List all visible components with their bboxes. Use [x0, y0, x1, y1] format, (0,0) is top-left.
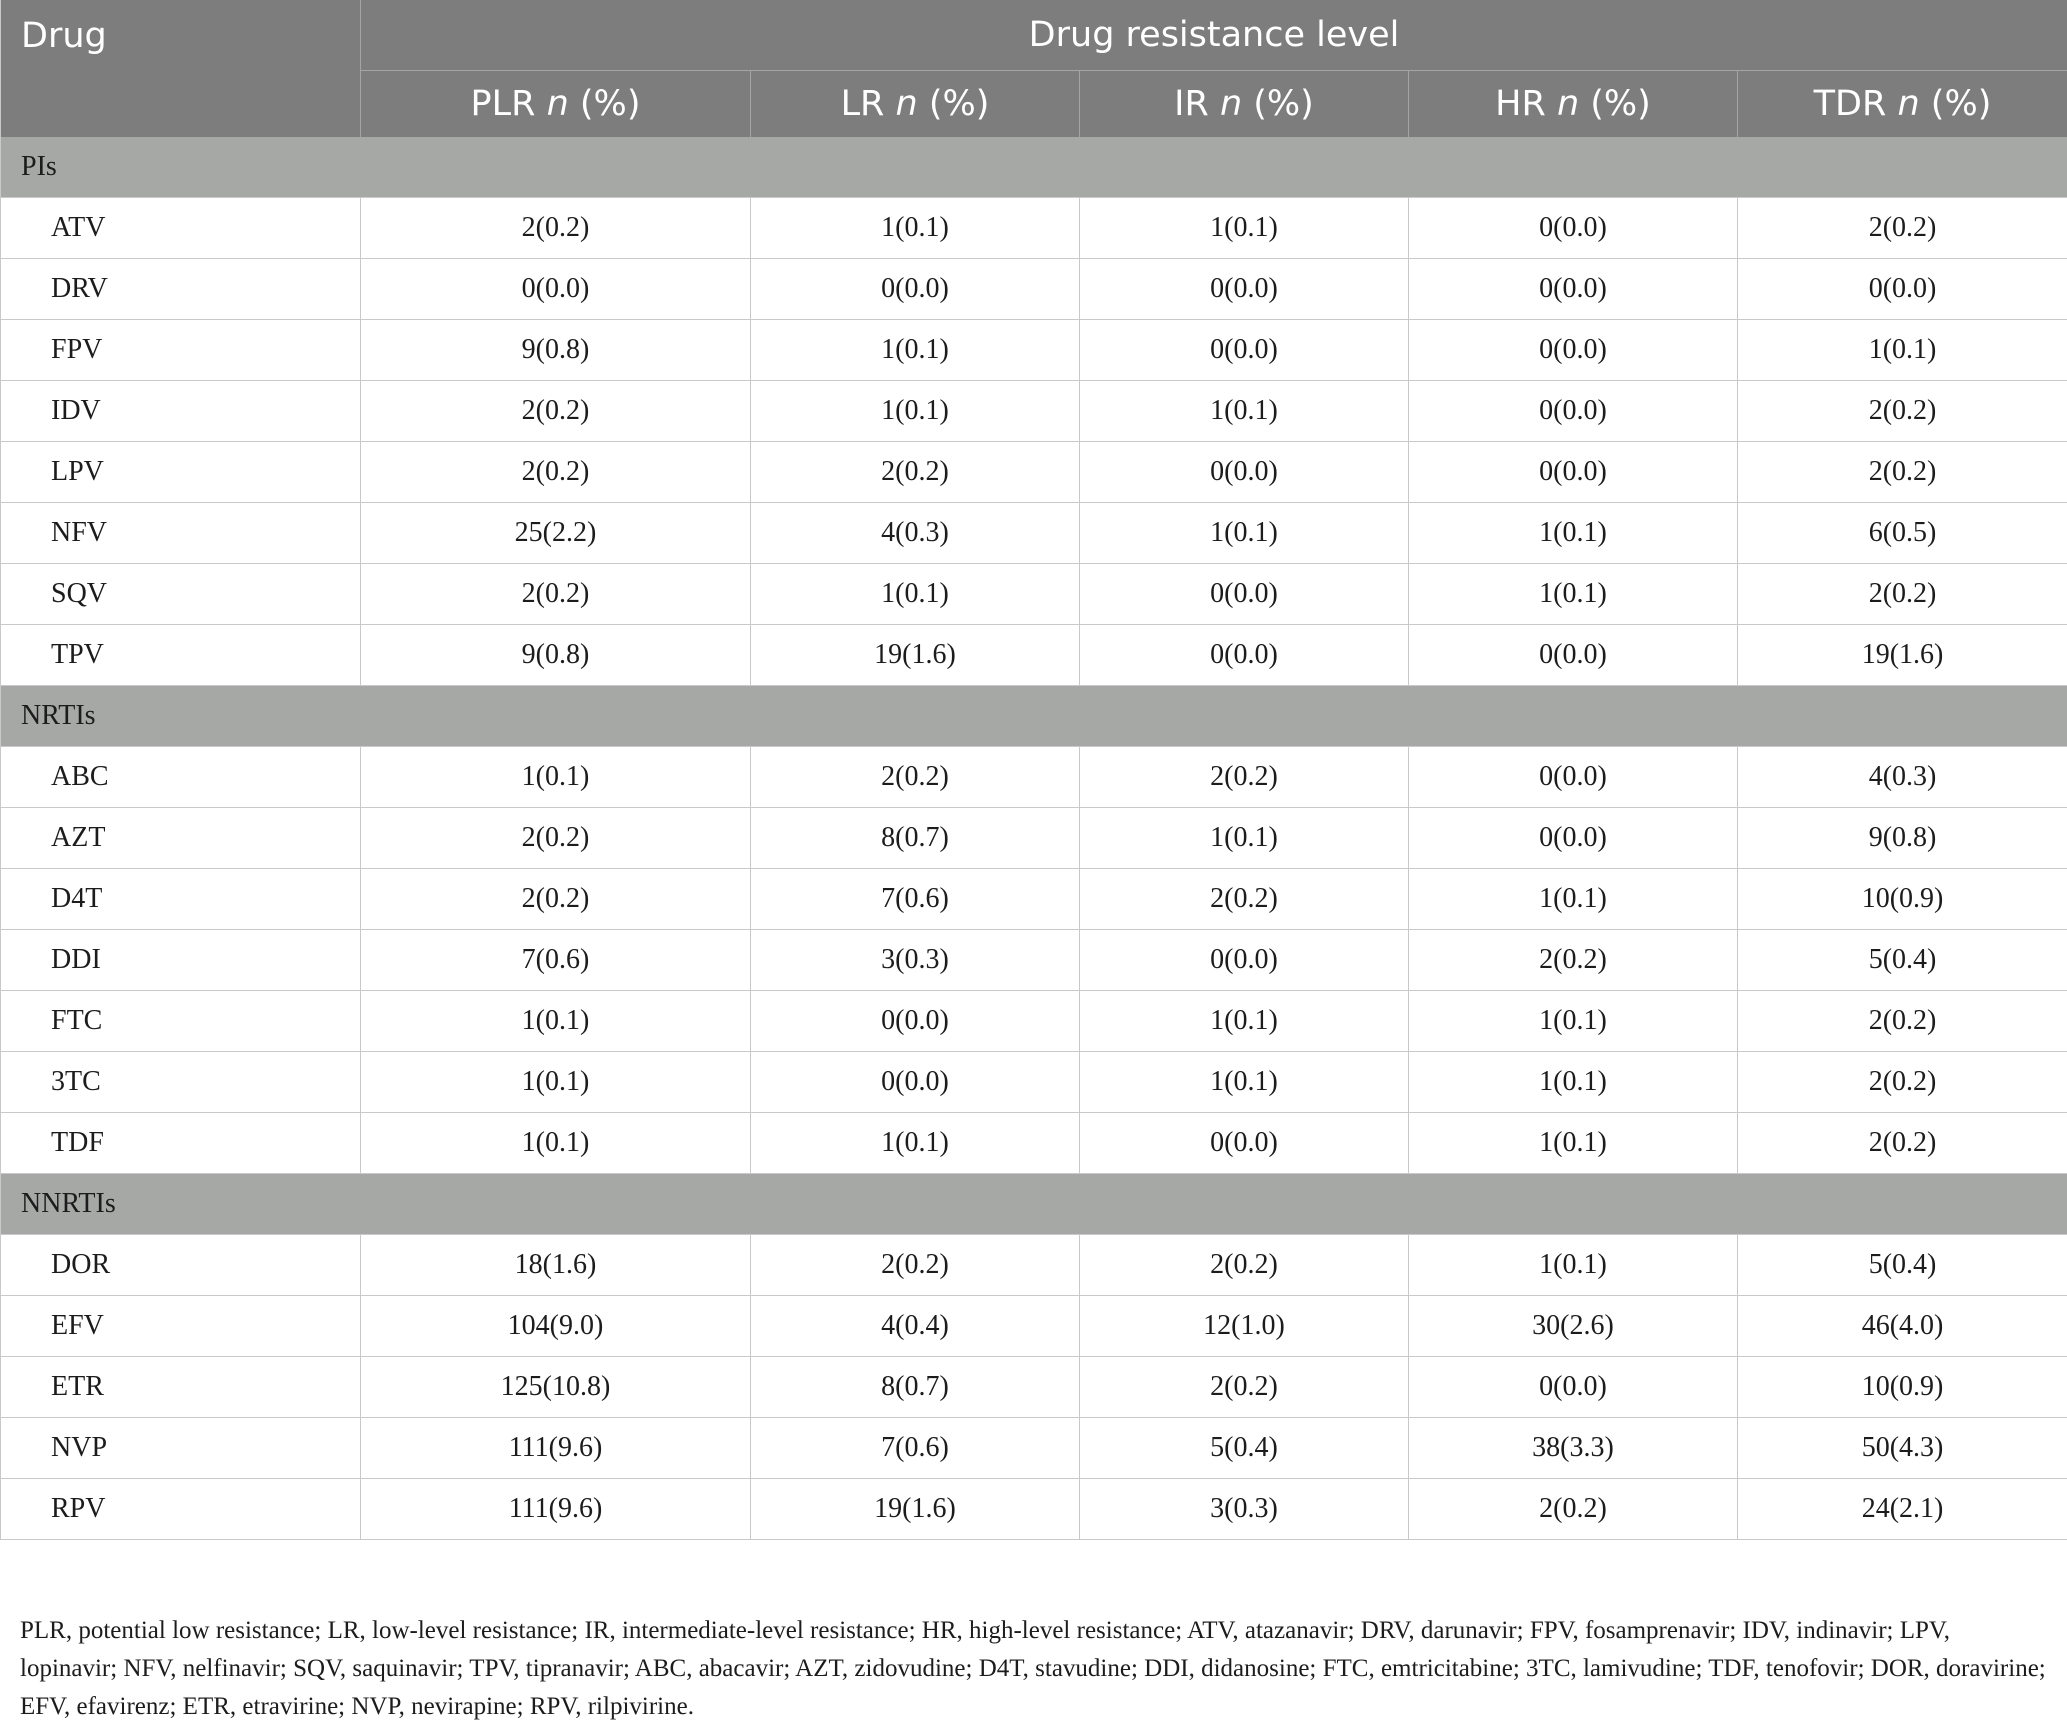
table-row [1, 381, 2067, 442]
value-cell-lr: 4(0.3) [751, 503, 1080, 564]
drug-name-cell: TDF [1, 1113, 361, 1174]
value-cell-ir: 0(0.0) [1080, 625, 1409, 686]
value-cell-plr: 9(0.8) [361, 625, 751, 686]
value-cell-lr: 2(0.2) [751, 747, 1080, 808]
table-row [1, 564, 2067, 625]
value-cell-ir: 1(0.1) [1080, 198, 1409, 259]
column-percent: (%) [579, 84, 641, 124]
column-percent: (%) [928, 84, 990, 124]
value-cell-tdr: 1(0.1) [1738, 320, 2067, 381]
value-cell-tdr: 10(0.9) [1738, 1357, 2067, 1418]
value-cell-lr: 7(0.6) [751, 869, 1080, 930]
value-cell-lr: 1(0.1) [751, 564, 1080, 625]
column-percent: (%) [1930, 84, 1992, 124]
column-abbr: TDR [1813, 84, 1887, 124]
value-cell-tdr: 5(0.4) [1738, 930, 2067, 991]
value-cell-tdr: 24(2.1) [1738, 1479, 2067, 1540]
table-footnote: PLR, potential low resistance; LR, low-level resistance; IR, intermediate-level resistance; HR, high-level resistance; ATV, atazanavir; DRV, darunavir; FPV, fosamprenavir; IDV, indinavir; LPV, lopinavir; NFV, nelfinavir; SQV, saquinavir; TPV, tipranavir; ABC, abacavir; AZT, zidovudine; D4T, stavudine; DDI, didanosine; FTC, emtricitabine; 3TC, lamivudine; TDF, tenofovir; DOR, doravirine; EFV, efavirenz; ETR, etravirine; NVP, nevirapine; RPV, rilpivirine. [20, 1617, 2046, 1720]
value-cell-hr: 0(0.0) [1409, 198, 1738, 259]
value-cell-plr: 111(9.6) [361, 1418, 751, 1479]
drug-name-cell: 3TC [1, 1052, 361, 1113]
value-cell-ir: 0(0.0) [1080, 564, 1409, 625]
value-cell-plr: 2(0.2) [361, 869, 751, 930]
value-cell-plr: 18(1.6) [361, 1235, 751, 1296]
value-cell-hr: 0(0.0) [1409, 320, 1738, 381]
value-cell-tdr: 46(4.0) [1738, 1296, 2067, 1357]
table-row [1, 747, 2067, 808]
table-row [1, 1113, 2067, 1174]
value-cell-tdr: 2(0.2) [1738, 991, 2067, 1052]
value-cell-tdr: 2(0.2) [1738, 564, 2067, 625]
value-cell-lr: 0(0.0) [751, 1052, 1080, 1113]
value-cell-hr: 0(0.0) [1409, 442, 1738, 503]
value-cell-ir: 0(0.0) [1080, 442, 1409, 503]
column-percent: (%) [1590, 84, 1651, 124]
drug-name-cell: D4T [1, 869, 361, 930]
value-cell-plr: 1(0.1) [361, 747, 751, 808]
drug-name-cell: EFV [1, 1296, 361, 1357]
value-cell-lr: 3(0.3) [751, 930, 1080, 991]
table-row [1, 1235, 2067, 1296]
value-cell-lr: 8(0.7) [751, 808, 1080, 869]
drug-name-cell: NFV [1, 503, 361, 564]
column-percent: (%) [1253, 84, 1314, 124]
value-cell-plr: 25(2.2) [361, 503, 751, 564]
value-cell-ir: 0(0.0) [1080, 259, 1409, 320]
drug-name-cell: LPV [1, 442, 361, 503]
table-row [1, 259, 2067, 320]
table-body [1, 137, 2067, 1540]
group-row-pis [1, 137, 2067, 198]
value-cell-ir: 0(0.0) [1080, 320, 1409, 381]
value-cell-tdr: 2(0.2) [1738, 442, 2067, 503]
column-n-symbol: n [1556, 84, 1580, 124]
drug-column-header: Drug [1, 0, 361, 137]
value-cell-tdr: 6(0.5) [1738, 503, 2067, 564]
drug-name-cell: DOR [1, 1235, 361, 1296]
group-row-nrtis [1, 686, 2067, 747]
table-row [1, 1296, 2067, 1357]
value-cell-plr: 1(0.1) [361, 1052, 751, 1113]
value-cell-hr: 0(0.0) [1409, 381, 1738, 442]
table-row [1, 625, 2067, 686]
value-cell-tdr: 0(0.0) [1738, 259, 2067, 320]
table-row [1, 198, 2067, 259]
value-cell-ir: 1(0.1) [1080, 1052, 1409, 1113]
group-row-nnrtis [1, 1174, 2067, 1235]
table-header [1, 0, 2067, 137]
value-cell-tdr: 10(0.9) [1738, 869, 2067, 930]
drug-name-cell: AZT [1, 808, 361, 869]
value-cell-plr: 2(0.2) [361, 808, 751, 869]
drug-name-cell: ATV [1, 198, 361, 259]
table-row [1, 1418, 2067, 1479]
value-cell-plr: 125(10.8) [361, 1357, 751, 1418]
value-cell-lr: 8(0.7) [751, 1357, 1080, 1418]
value-cell-lr: 0(0.0) [751, 259, 1080, 320]
value-cell-tdr: 50(4.3) [1738, 1418, 2067, 1479]
drug-name-cell: DRV [1, 259, 361, 320]
drug-name-cell: ETR [1, 1357, 361, 1418]
drug-name-cell: RPV [1, 1479, 361, 1540]
drug-name-cell: FTC [1, 991, 361, 1052]
drug-name-cell: TPV [1, 625, 361, 686]
value-cell-ir: 1(0.1) [1080, 808, 1409, 869]
drug-name-cell: ABC [1, 747, 361, 808]
value-cell-plr: 7(0.6) [361, 930, 751, 991]
table-row [1, 869, 2067, 930]
value-cell-ir: 2(0.2) [1080, 747, 1409, 808]
value-cell-hr: 1(0.1) [1409, 1235, 1738, 1296]
value-cell-ir: 2(0.2) [1080, 869, 1409, 930]
drug-name-cell: NVP [1, 1418, 361, 1479]
value-cell-plr: 104(9.0) [361, 1296, 751, 1357]
value-cell-hr: 2(0.2) [1409, 930, 1738, 991]
value-cell-lr: 0(0.0) [751, 991, 1080, 1052]
drug-name-cell: SQV [1, 564, 361, 625]
value-cell-plr: 2(0.2) [361, 198, 751, 259]
value-cell-plr: 2(0.2) [361, 442, 751, 503]
table-row [1, 442, 2067, 503]
table-row [1, 930, 2067, 991]
resistance-level-header: Drug resistance level [361, 0, 2067, 71]
value-cell-lr: 19(1.6) [751, 625, 1080, 686]
value-cell-tdr: 2(0.2) [1738, 1052, 2067, 1113]
value-cell-lr: 19(1.6) [751, 1479, 1080, 1540]
value-cell-ir: 1(0.1) [1080, 503, 1409, 564]
column-n-symbol: n [546, 84, 569, 124]
column-n-symbol: n [1897, 84, 1920, 124]
column-abbr: IR [1174, 84, 1209, 124]
value-cell-hr: 0(0.0) [1409, 747, 1738, 808]
table-row [1, 808, 2067, 869]
value-cell-ir: 3(0.3) [1080, 1479, 1409, 1540]
value-cell-lr: 7(0.6) [751, 1418, 1080, 1479]
value-cell-ir: 1(0.1) [1080, 991, 1409, 1052]
value-cell-lr: 2(0.2) [751, 442, 1080, 503]
column-n-symbol: n [1219, 84, 1243, 124]
value-cell-hr: 0(0.0) [1409, 1357, 1738, 1418]
value-cell-plr: 111(9.6) [361, 1479, 751, 1540]
value-cell-ir: 12(1.0) [1080, 1296, 1409, 1357]
group-label: NNRTIs [1, 1174, 2067, 1235]
value-cell-tdr: 5(0.4) [1738, 1235, 2067, 1296]
value-cell-hr: 0(0.0) [1409, 808, 1738, 869]
value-cell-hr: 1(0.1) [1409, 869, 1738, 930]
table-row [1, 320, 2067, 381]
table-row [1, 503, 2067, 564]
column-abbr: PLR [470, 84, 536, 124]
header-row-top [1, 0, 2067, 71]
column-header-lr [751, 71, 1080, 138]
value-cell-lr: 2(0.2) [751, 1235, 1080, 1296]
column-abbr: LR [840, 84, 885, 124]
drug-name-cell: DDI [1, 930, 361, 991]
value-cell-lr: 4(0.4) [751, 1296, 1080, 1357]
value-cell-ir: 5(0.4) [1080, 1418, 1409, 1479]
drug-name-cell: FPV [1, 320, 361, 381]
value-cell-tdr: 9(0.8) [1738, 808, 2067, 869]
drug-name-cell: IDV [1, 381, 361, 442]
value-cell-plr: 1(0.1) [361, 991, 751, 1052]
table-row [1, 991, 2067, 1052]
value-cell-hr: 1(0.1) [1409, 564, 1738, 625]
value-cell-plr: 9(0.8) [361, 320, 751, 381]
value-cell-lr: 1(0.1) [751, 1113, 1080, 1174]
column-header-plr [361, 71, 751, 138]
value-cell-plr: 2(0.2) [361, 564, 751, 625]
value-cell-tdr: 2(0.2) [1738, 1113, 2067, 1174]
value-cell-ir: 1(0.1) [1080, 381, 1409, 442]
value-cell-ir: 0(0.0) [1080, 930, 1409, 991]
value-cell-lr: 1(0.1) [751, 198, 1080, 259]
value-cell-hr: 38(3.3) [1409, 1418, 1738, 1479]
value-cell-hr: 1(0.1) [1409, 991, 1738, 1052]
table-row [1, 1479, 2067, 1540]
value-cell-ir: 0(0.0) [1080, 1113, 1409, 1174]
group-label: PIs [1, 137, 2067, 198]
value-cell-tdr: 4(0.3) [1738, 747, 2067, 808]
value-cell-lr: 1(0.1) [751, 381, 1080, 442]
value-cell-ir: 2(0.2) [1080, 1235, 1409, 1296]
value-cell-hr: 30(2.6) [1409, 1296, 1738, 1357]
value-cell-tdr: 2(0.2) [1738, 381, 2067, 442]
value-cell-plr: 2(0.2) [361, 381, 751, 442]
group-label: NRTIs [1, 686, 2067, 747]
value-cell-hr: 1(0.1) [1409, 1113, 1738, 1174]
column-header-tdr [1738, 71, 2067, 138]
column-n-symbol: n [895, 84, 918, 124]
value-cell-ir: 2(0.2) [1080, 1357, 1409, 1418]
column-header-hr [1409, 71, 1738, 138]
value-cell-tdr: 2(0.2) [1738, 198, 2067, 259]
value-cell-lr: 1(0.1) [751, 320, 1080, 381]
value-cell-hr: 1(0.1) [1409, 1052, 1738, 1113]
value-cell-hr: 1(0.1) [1409, 503, 1738, 564]
value-cell-hr: 2(0.2) [1409, 1479, 1738, 1540]
value-cell-hr: 0(0.0) [1409, 259, 1738, 320]
value-cell-tdr: 19(1.6) [1738, 625, 2067, 686]
column-abbr: HR [1495, 84, 1546, 124]
value-cell-hr: 0(0.0) [1409, 625, 1738, 686]
table-row [1, 1357, 2067, 1418]
value-cell-plr: 1(0.1) [361, 1113, 751, 1174]
table-row [1, 1052, 2067, 1113]
column-header-ir [1080, 71, 1409, 138]
value-cell-plr: 0(0.0) [361, 259, 751, 320]
